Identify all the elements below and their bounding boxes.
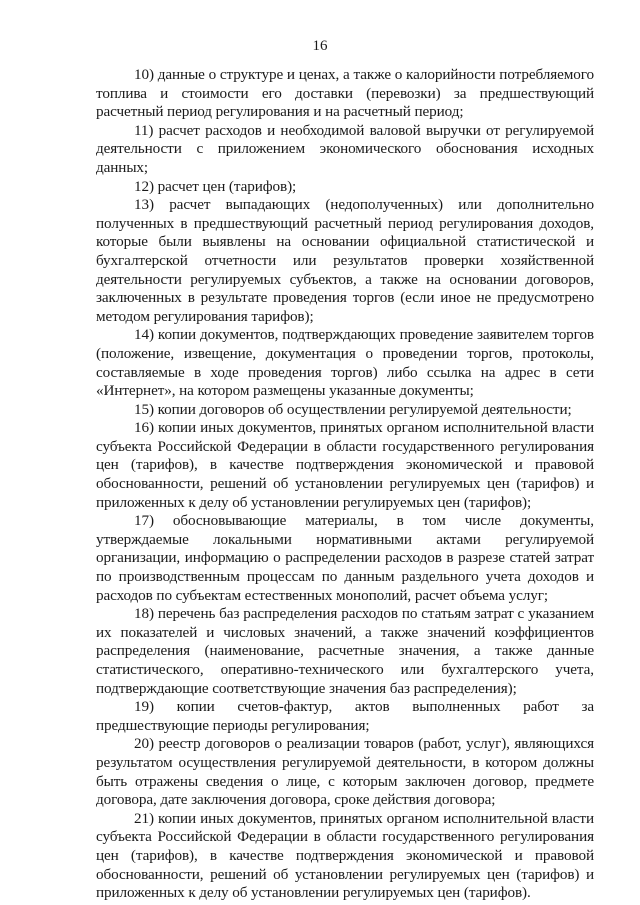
paragraph-item-13: 13) расчет выпадающих (недополученных) или дополнительно полученных в предшествующий расчетный период регулирования доходов, которые были выявлены на основании официальной статистической и бухгалтерской отчетности или результатов проверки хозяйственной деятельности регулируемых субъектов, а также на основании договоров, заключенных в результате проведения торгов (если иное не предусмотрено методом регулирования тарифов); xyxy=(96,196,594,325)
paragraph-item-16: 16) копии иных документов, принятых органом исполнительной власти субъекта Российской Федерации в области государственного регулирования цен (тарифов), в качестве подтверждения экономической и правовой обоснованности, решений об установлении регулируемых цен (тарифов) и приложенных к делу об установлении регулируемых цен (тарифов); xyxy=(96,419,594,511)
page-number: 16 xyxy=(312,38,328,54)
paragraph-item-20: 20) реестр договоров о реализации товаров (работ, услуг), являющихся результатом осуществления регулируемой деятельности, в котором должны быть отражены сведения о лице, с которым заключен договор, предмете договора, дате заключения договора, сроке действия договора; xyxy=(96,735,594,809)
document-body xyxy=(96,66,594,903)
paragraph-item-17: 17) обосновывающие материалы, в том числе документы, утверждаемые локальными нормативными актами регулируемой организации, информацию о распределении расходов в разрезе статей затрат по производственным процессам по данным раздельного учета доходов и расходов по субъектам естественных монополий, расчет объема услуг; xyxy=(96,512,594,604)
paragraph-item-10: 10) данные о структуре и ценах, а также о калорийности потребляемого топлива и стоимости его доставки (перевозки) за предшествующий расчетный период регулирования и на расчетный период; xyxy=(96,66,594,121)
paragraph-item-11: 11) расчет расходов и необходимой валовой выручки от регулируемой деятельности с приложением экономического обоснования исходных данных; xyxy=(96,121,594,176)
paragraph-item-14: 14) копии документов, подтверждающих проведение заявителем торгов (положение, извещение, документация о проведении торгов, протоколы, составляемые в ходе проведения торгов) либо ссылка на адрес в сети «Интернет», на котором размещены указанные документы; xyxy=(96,326,594,400)
paragraph-item-21: 21) копии иных документов, принятых органом исполнительной власти субъекта Российской Федерации в области государственного регулирования цен (тарифов), в качестве подтверждения экономической и правовой обоснованности, решений об установлении регулируемых цен (тарифов) и приложенных к делу об установлении регулируемых цен (тарифов). xyxy=(96,809,594,902)
paragraph-item-15: 15) копии договоров об осуществлении регулируемой деятельности; xyxy=(134,400,572,418)
paragraph-item-18: 18) перечень баз распределения расходов по статьям затрат с указанием их показателей и числовых значений, а также значений коэффициентов распределения (наименование, расчетные значения, а также данные статистического, оперативно-технического или бухгалтерского учета, подтверждающие соответствующие значения баз распределения); xyxy=(96,605,594,697)
paragraph-item-12: 12) расчет цен (тарифов); xyxy=(134,177,297,195)
paragraph-item-19: 19) копии счетов-фактур, актов выполненных работ за предшествующие периоды регулирования; xyxy=(96,698,594,734)
